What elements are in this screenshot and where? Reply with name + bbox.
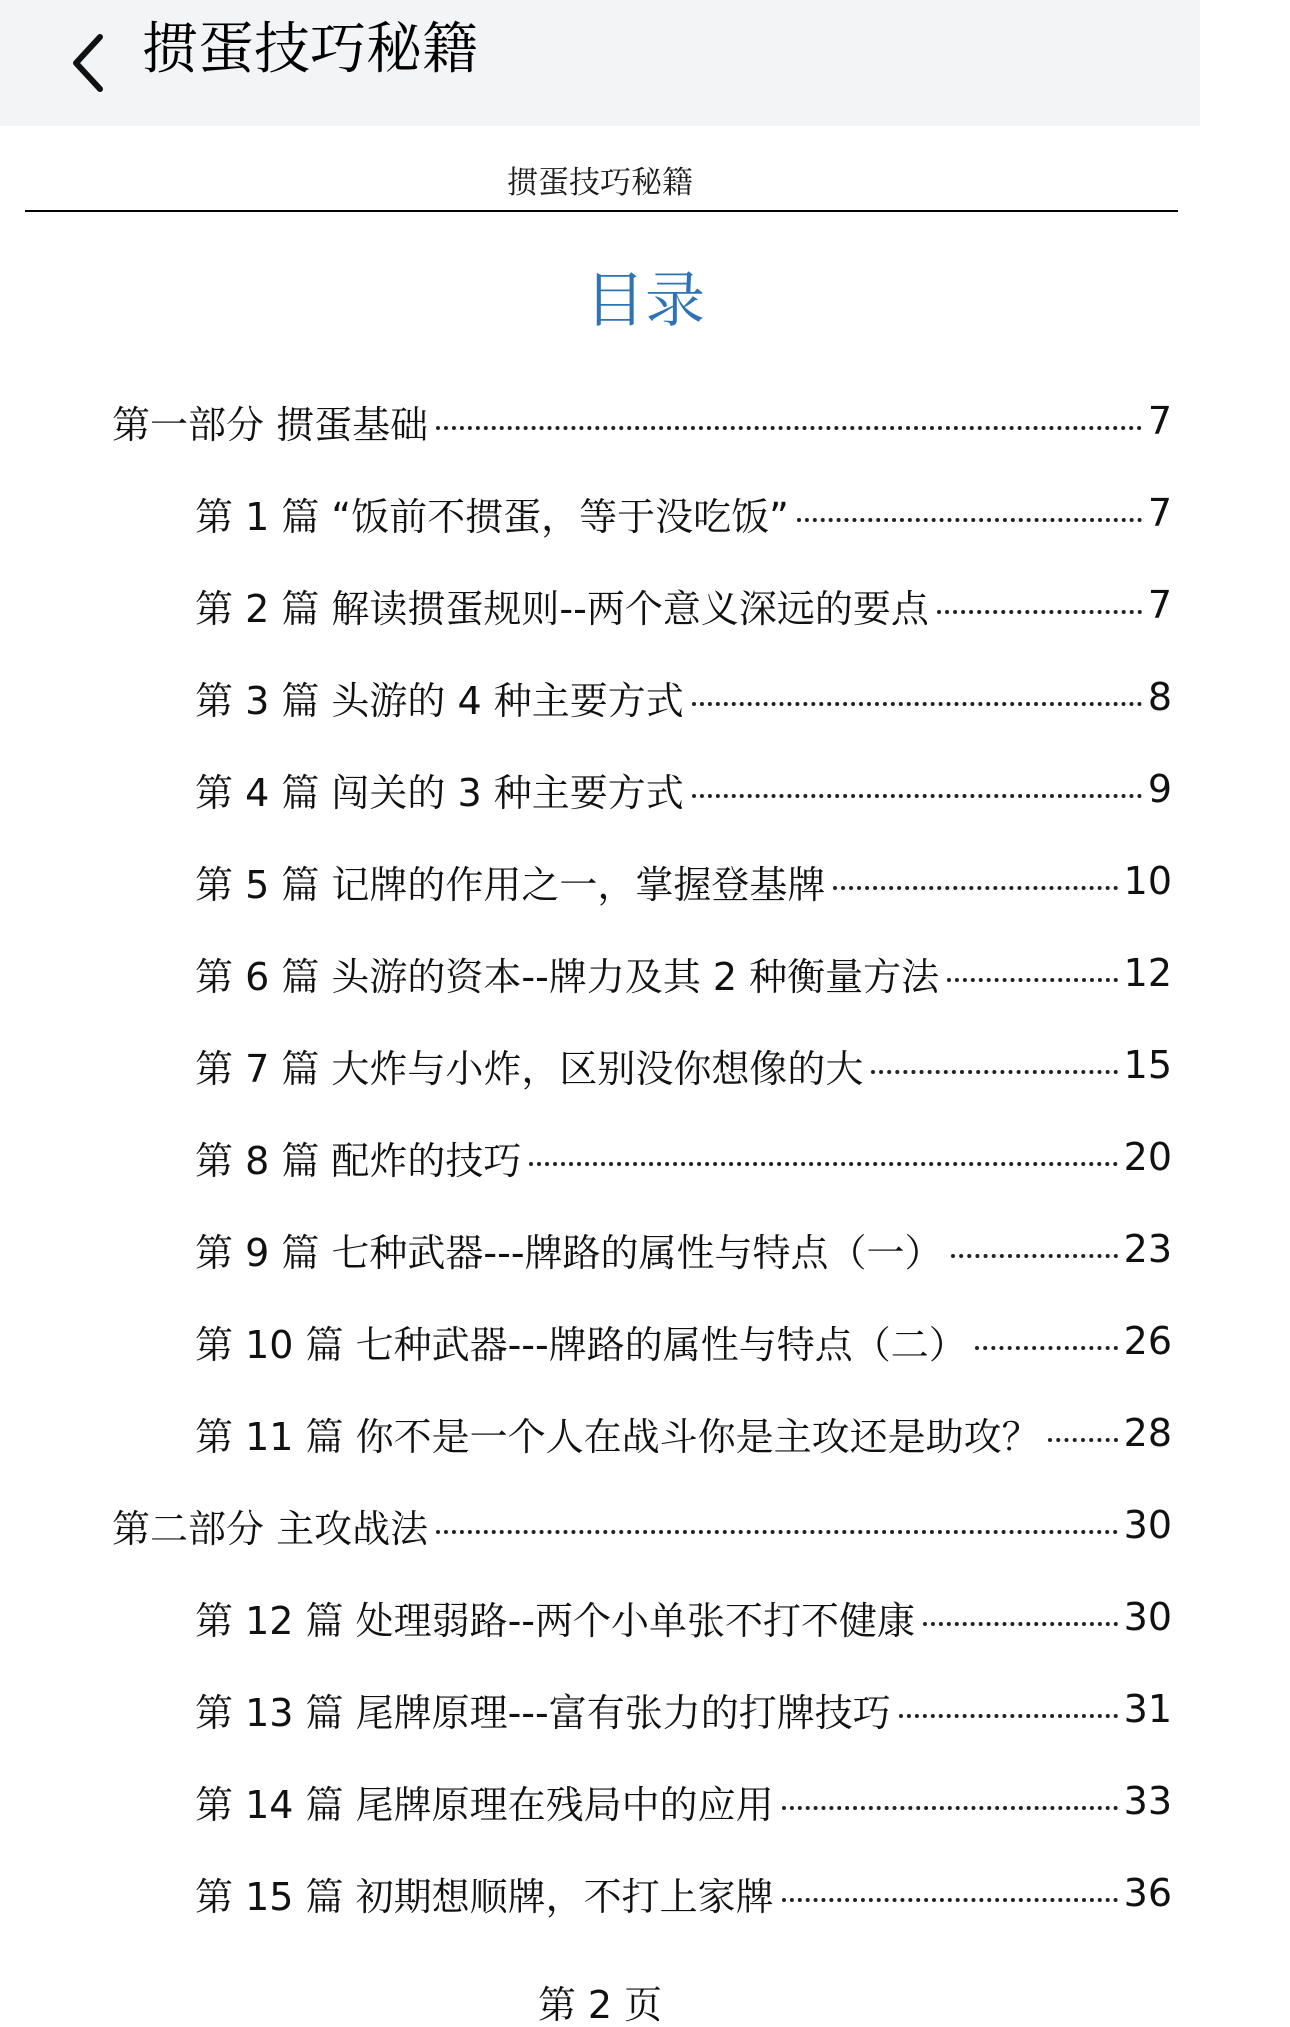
toc-entry-title: 第 8 篇 配炸的技巧 [195, 1138, 522, 1183]
toc-page-number: 15 [1123, 1043, 1172, 1087]
toc-dot-leader [951, 1254, 1118, 1258]
toc-page-number: 28 [1123, 1411, 1172, 1455]
toc-entry-title: 第 5 篇 记牌的作用之一，掌握登基牌 [195, 862, 826, 907]
toc-chapter-entry[interactable] [195, 835, 1172, 927]
toc-page-number: 10 [1123, 859, 1172, 903]
toc-dot-leader [871, 1070, 1117, 1074]
toc-dot-leader [947, 978, 1117, 982]
toc-page-number: 31 [1123, 1687, 1172, 1731]
app-header [0, 0, 1200, 126]
toc-chapter-entry[interactable] [195, 1571, 1172, 1663]
toc-dot-leader [1048, 1438, 1118, 1442]
toc-entry-title: 第 2 篇 解读掼蛋规则--两个意义深远的要点 [195, 586, 929, 631]
toc-entry-title: 第一部分 掼蛋基础 [112, 402, 429, 447]
toc-chapter-entry[interactable] [195, 467, 1172, 559]
toc-entry-title: 第二部分 主攻战法 [112, 1506, 429, 1551]
running-header: 掼蛋技巧秘籍 [507, 165, 693, 201]
toc-page-number: 36 [1123, 1871, 1172, 1915]
toc-dot-leader [937, 610, 1142, 614]
toc-entry-title: 第 6 篇 头游的资本--牌力及其 2 种衡量方法 [195, 954, 940, 999]
toc-chapter-entry[interactable] [195, 1387, 1172, 1479]
header-rule [25, 210, 1178, 212]
toc-entry-title: 第 12 篇 处理弱路--两个小单张不打不健康 [195, 1598, 916, 1643]
toc-dot-leader [975, 1346, 1118, 1350]
toc-dot-leader [923, 1622, 1118, 1626]
toc-dot-leader [692, 702, 1142, 706]
toc-chapter-entry[interactable] [195, 559, 1172, 651]
toc-dot-leader [529, 1162, 1117, 1166]
toc-dot-leader [797, 518, 1142, 522]
toc-chapter-entry[interactable] [195, 1847, 1172, 1939]
toc-page-number: 9 [1147, 767, 1172, 811]
toc-page-number: 7 [1147, 491, 1172, 535]
toc-page-number: 7 [1147, 583, 1172, 627]
toc-chapter-entry[interactable] [195, 1019, 1172, 1111]
toc-dot-leader [436, 1530, 1118, 1534]
toc-page-number: 23 [1123, 1227, 1172, 1271]
toc-entry-title: 第 13 篇 尾牌原理---富有张力的打牌技巧 [195, 1690, 891, 1735]
toc-chapter-entry[interactable] [195, 1203, 1172, 1295]
toc-chapter-entry[interactable] [195, 927, 1172, 1019]
toc-dot-leader [782, 1898, 1118, 1902]
toc-page-number: 33 [1123, 1779, 1172, 1823]
toc-part-entry[interactable] [112, 375, 1172, 467]
toc-dot-leader [899, 1714, 1118, 1718]
toc-page-number: 12 [1123, 951, 1172, 995]
chevron-left-icon [68, 31, 108, 95]
toc-dot-leader [692, 794, 1142, 798]
page-title: 掼蛋技巧秘籍 [142, 17, 478, 82]
toc-chapter-entry[interactable] [195, 1295, 1172, 1387]
toc-entry-title: 第 10 篇 七种武器---牌路的属性与特点（二） [195, 1322, 967, 1367]
page-footer: 第 2 页 [537, 1983, 663, 2027]
back-button[interactable] [40, 15, 136, 111]
toc-chapter-entry[interactable] [195, 743, 1172, 835]
toc-entry-title: 第 11 篇 你不是一个人在战斗你是主攻还是助攻？ [195, 1414, 1040, 1459]
toc-entry-title: 第 4 篇 闯关的 3 种主要方式 [195, 770, 684, 815]
toc-chapter-entry[interactable] [195, 651, 1172, 743]
toc-heading: 目录 [585, 266, 705, 336]
toc-entry-title: 第 14 篇 尾牌原理在残局中的应用 [195, 1782, 774, 1827]
toc-page-number: 30 [1123, 1503, 1172, 1547]
toc-part-entry[interactable] [112, 1479, 1172, 1571]
toc-dot-leader [782, 1806, 1118, 1810]
toc-entry-title: 第 15 篇 初期想顺牌，不打上家牌 [195, 1874, 774, 1919]
toc-chapter-entry[interactable] [195, 1663, 1172, 1755]
toc-entry-title: 第 9 篇 七种武器---牌路的属性与特点（一） [195, 1230, 943, 1275]
toc-chapter-entry[interactable] [195, 1111, 1172, 1203]
toc-dot-leader [436, 426, 1142, 430]
toc-page-number: 30 [1123, 1595, 1172, 1639]
toc-entry-title: 第 1 篇 “饭前不掼蛋，等于没吃饭” [195, 494, 789, 539]
toc-entry-title: 第 3 篇 头游的 4 种主要方式 [195, 678, 684, 723]
toc-chapter-entry[interactable] [195, 1755, 1172, 1847]
toc-dot-leader [833, 886, 1117, 890]
toc-page-number: 20 [1123, 1135, 1172, 1179]
toc-page-number: 8 [1147, 675, 1172, 719]
toc-entry-title: 第 7 篇 大炸与小炸，区别没你想像的大 [195, 1046, 864, 1091]
toc-page-number: 26 [1123, 1319, 1172, 1363]
toc-page-number: 7 [1147, 399, 1172, 443]
